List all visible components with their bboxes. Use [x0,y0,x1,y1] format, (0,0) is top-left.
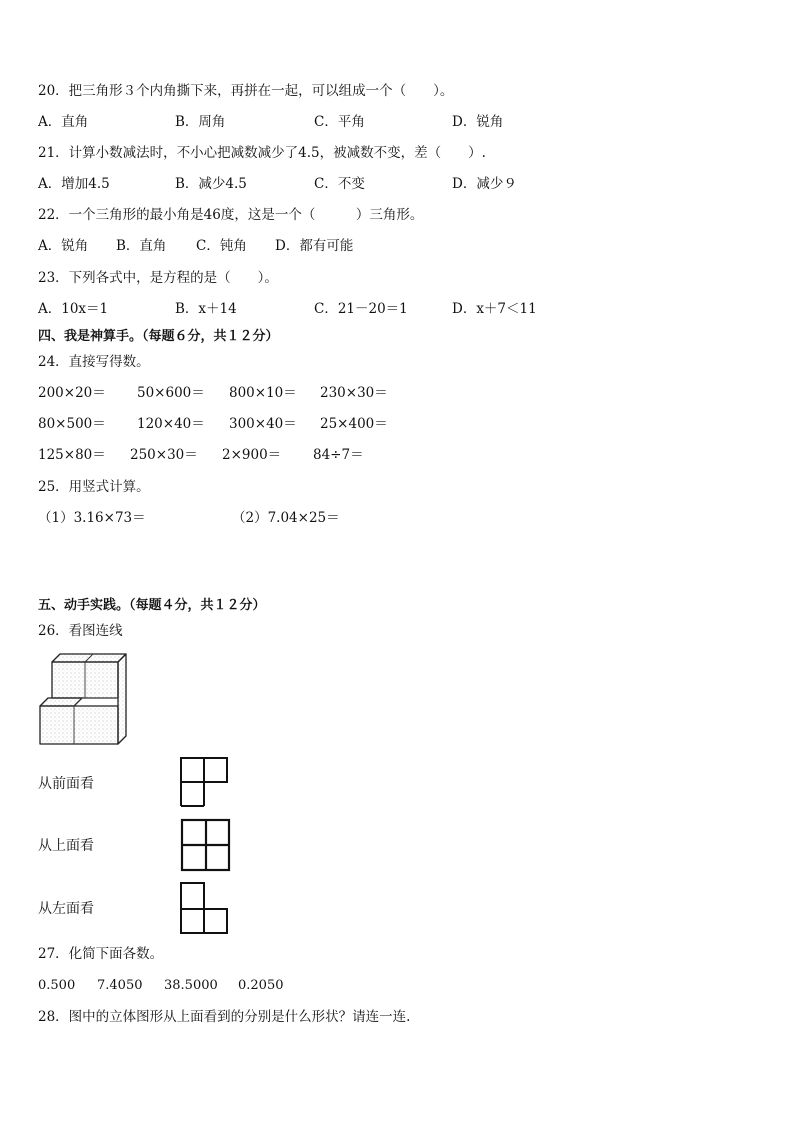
q27-number: 0.500 [38,978,76,993]
section-4-title: 四、我是神算手。（每题６分，共１２分） [38,329,279,344]
q21-option-d: D．减少９ [452,176,517,192]
q21-option-c: C．不变 [314,176,365,192]
q24-item: 800×10＝ [229,385,297,401]
q22-option-b: B．直角 [116,238,167,254]
view-shape-2 [179,818,233,874]
q27-number: 0.2050 [238,978,284,993]
q23-option-c: C．21－20＝1 [314,301,408,317]
q25-stem: 25．用竖式计算。 [38,479,150,495]
q22-option-a: A．锐角 [38,238,89,254]
view-shape-1 [179,756,231,810]
q23-option-a: A．10x＝1 [38,301,109,317]
q24-item: 84÷7＝ [313,447,364,463]
q23-option-b: B．x＋14 [175,301,237,317]
q21-option-b: B．减少4.5 [175,176,247,192]
q24-item: 200×20＝ [38,385,106,401]
q22-option-d: D．都有可能 [275,238,354,254]
q24-item: 230×30＝ [320,385,388,401]
q24-item: 25×400＝ [320,416,388,432]
q26-stem: 26．看图连线 [38,623,123,639]
q28-stem: 28．图中的立体图形从上面看到的分别是什么形状？请连一连. [38,1009,411,1025]
q22-stem: 22．一个三角形的最小角是46度，这是一个（ ）三角形。 [38,207,424,223]
q21-stem: 21．计算小数减法时，不小心把减数减少了4.5，被减数不变，差（ ）. [38,145,486,161]
q22-option-c: C．钝角 [196,238,247,254]
q24-item: 300×40＝ [229,416,297,432]
q27-stem: 27．化简下面各数。 [38,946,164,962]
q24-item: 125×80＝ [38,447,106,463]
q27-number: 38.5000 [164,978,218,993]
q20-option-d: D．锐角 [452,114,504,130]
q24-item: 120×40＝ [137,416,205,432]
q27-number: 7.4050 [97,978,143,993]
q21-option-a: A．增加4.5 [38,176,110,192]
q20-option-a: A．直角 [38,114,89,130]
q20-option-c: C．平角 [314,114,365,130]
q24-item: 80×500＝ [38,416,106,432]
q23-option-d: D．x＋7＜11 [452,301,537,317]
q24-item: 2×900＝ [222,447,282,463]
q20-option-b: B．周角 [175,114,226,130]
section-5-title: 五、动手实践。（每题４分，共１２分） [38,598,266,613]
q24-item: 250×30＝ [130,447,198,463]
q24-item: 50×600＝ [137,385,205,401]
q20-stem: 20．把三角形３个内角撕下来，再拼在一起，可以组成一个（ ）。 [38,83,454,99]
view-label-left: 从左面看 [38,901,94,917]
q24-stem: 24．直接写得数。 [38,354,150,370]
q25-item-1: （1）3.16×73＝ [38,510,146,526]
q23-stem: 23．下列各式中，是方程的是（ ）。 [38,270,278,286]
cube-stack-figure [38,652,132,748]
view-label-front: 从前面看 [38,776,94,792]
q25-item-2: （2）7.04×25＝ [232,510,340,526]
view-label-top: 从上面看 [38,838,94,854]
view-shape-3 [179,881,231,937]
